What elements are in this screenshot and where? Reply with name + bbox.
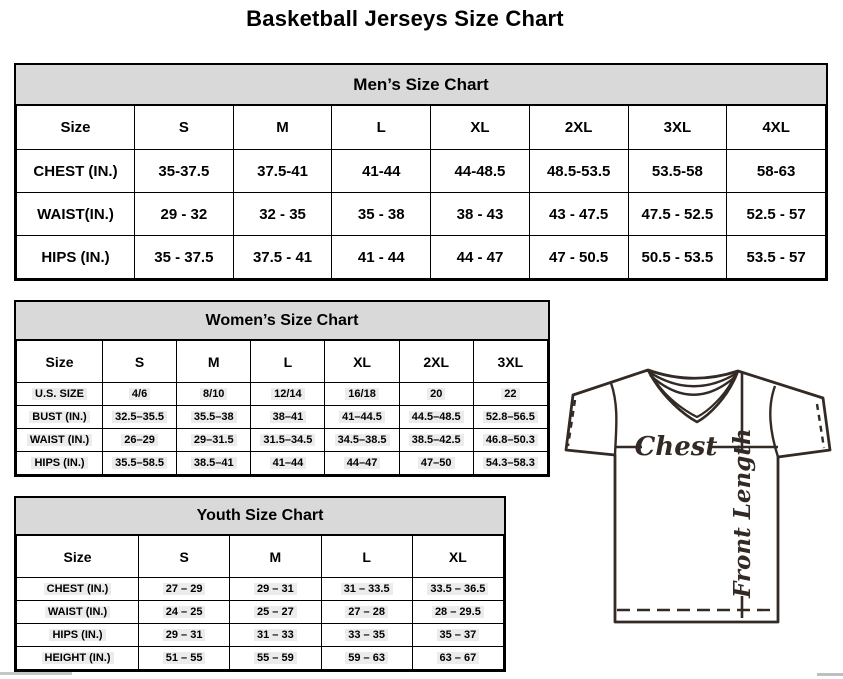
size-value-cell: 43 - 47.5 (529, 193, 628, 236)
mens-row (17, 236, 826, 279)
womens-row (17, 406, 548, 429)
left-armhole-seam (611, 383, 616, 455)
row-label (17, 647, 139, 670)
chest-label: Chest (634, 432, 718, 462)
size-value-cell: 53.5-58 (628, 150, 727, 193)
youth-row (17, 624, 504, 647)
size-value-cell-text: 31 – 33.5 (341, 583, 393, 595)
size-value-cell (399, 383, 473, 406)
size-value-cell (103, 429, 177, 452)
size-value-cell-text: 63 – 67 (437, 652, 480, 664)
size-value-cell-text: 20 (427, 388, 445, 400)
size-value-cell (230, 601, 321, 624)
youth-size-header-row (17, 536, 504, 578)
column-header: 4XL (727, 106, 826, 150)
size-value-cell-text: 41–44.5 (339, 411, 385, 423)
size-value-cell (177, 383, 251, 406)
row-label-text: HIPS (IN.) (49, 629, 105, 641)
mens-row (17, 193, 826, 236)
size-header-label: Size (17, 341, 103, 383)
size-value-cell-text: 47–50 (418, 457, 455, 469)
row-label-text: BUST (IN.) (29, 411, 89, 423)
youth-row (17, 647, 504, 670)
size-value-cell (139, 624, 230, 647)
size-value-cell-text: 38–41 (270, 411, 307, 423)
size-value-cell (230, 578, 321, 601)
size-value-cell (103, 406, 177, 429)
column-header: XL (412, 536, 503, 578)
row-label-text: CHEST (IN.) (44, 583, 112, 595)
size-value-cell-text: 31.5–34.5 (260, 434, 315, 446)
size-value-cell (177, 406, 251, 429)
size-value-cell-text: 31 – 33 (254, 629, 297, 641)
womens-row (17, 452, 548, 475)
size-value-cell (412, 578, 503, 601)
mens-size-table (14, 63, 828, 281)
youth-row (17, 601, 504, 624)
column-header: 2XL (399, 341, 473, 383)
size-value-cell-text: 35.5–58.5 (112, 457, 167, 469)
row-label (17, 578, 139, 601)
size-value-cell (399, 406, 473, 429)
size-value-cell: 50.5 - 53.5 (628, 236, 727, 279)
size-value-cell-text: 22 (501, 388, 519, 400)
size-value-cell (139, 601, 230, 624)
column-header: 3XL (473, 341, 547, 383)
mens-grid (16, 105, 826, 279)
womens-table-title: Women’s Size Chart (16, 302, 548, 340)
size-value-cell: 53.5 - 57 (727, 236, 826, 279)
size-value-cell (139, 647, 230, 670)
size-value-cell (230, 624, 321, 647)
row-label: HIPS (IN.) (17, 236, 135, 279)
size-value-cell (103, 383, 177, 406)
size-value-cell: 37.5-41 (233, 150, 332, 193)
column-header: XL (431, 106, 530, 150)
size-value-cell-text: 16/18 (345, 388, 379, 400)
size-value-cell (103, 452, 177, 475)
size-value-cell (412, 624, 503, 647)
column-header: L (321, 536, 412, 578)
mens-row (17, 150, 826, 193)
size-value-cell-text: 54.3–58.3 (483, 457, 538, 469)
column-header: 3XL (628, 106, 727, 150)
womens-size-table (14, 300, 550, 477)
row-label: WAIST(IN.) (17, 193, 135, 236)
row-label-text: WAIST (IN.) (27, 434, 92, 446)
size-value-cell (139, 578, 230, 601)
size-value-cell: 35-37.5 (135, 150, 234, 193)
size-value-cell-text: 29–31.5 (191, 434, 237, 446)
row-label-text: HIPS (IN.) (31, 457, 87, 469)
size-value-cell-text: 33 – 35 (345, 629, 388, 641)
size-header-label: Size (17, 106, 135, 150)
right-cuff-dashed-line (817, 404, 824, 448)
size-value-cell (251, 406, 325, 429)
size-value-cell (473, 452, 547, 475)
size-value-cell-text: 34.5–38.5 (335, 434, 390, 446)
size-value-cell (473, 383, 547, 406)
size-value-cell (321, 647, 412, 670)
size-value-cell-text: 51 – 55 (163, 652, 206, 664)
column-header: S (135, 106, 234, 150)
size-value-cell: 29 - 32 (135, 193, 234, 236)
size-value-cell-text: 33.5 – 36.5 (427, 583, 488, 595)
column-header: XL (325, 341, 399, 383)
size-value-cell-text: 27 – 29 (163, 583, 206, 595)
row-label (17, 601, 139, 624)
size-value-cell: 58-63 (727, 150, 826, 193)
size-value-cell (325, 406, 399, 429)
size-value-cell: 35 - 38 (332, 193, 431, 236)
size-value-cell (325, 452, 399, 475)
size-value-cell: 41-44 (332, 150, 431, 193)
column-header: M (177, 341, 251, 383)
horizontal-scrollbar-fragment-left[interactable] (0, 672, 72, 675)
size-value-cell (230, 647, 321, 670)
column-header: 2XL (529, 106, 628, 150)
size-value-cell-text: 35.5–38 (191, 411, 237, 423)
jersey-outline (566, 370, 830, 622)
size-value-cell-text: 27 – 28 (345, 606, 388, 618)
size-value-cell-text: 59 – 63 (345, 652, 388, 664)
size-value-cell: 52.5 - 57 (727, 193, 826, 236)
size-value-cell (412, 601, 503, 624)
size-value-cell-text: 24 – 25 (163, 606, 206, 618)
womens-grid (16, 340, 548, 475)
row-label (17, 406, 103, 429)
row-label (17, 624, 139, 647)
size-value-cell (177, 429, 251, 452)
size-value-cell (251, 452, 325, 475)
size-value-cell: 32 - 35 (233, 193, 332, 236)
size-value-cell-text: 38.5–41 (191, 457, 237, 469)
size-value-cell-text: 44.5–48.5 (409, 411, 464, 423)
jersey-diagram (558, 358, 840, 630)
size-value-cell-text: 28 – 29.5 (432, 606, 484, 618)
column-header: S (103, 341, 177, 383)
size-value-cell-text: 52.8–56.5 (483, 411, 538, 423)
column-header: M (230, 536, 321, 578)
size-value-cell (399, 452, 473, 475)
size-value-cell: 44 - 47 (431, 236, 530, 279)
size-value-cell: 35 - 37.5 (135, 236, 234, 279)
row-label: CHEST (IN.) (17, 150, 135, 193)
size-value-cell: 38 - 43 (431, 193, 530, 236)
horizontal-scrollbar-fragment-right[interactable] (817, 673, 843, 676)
size-value-cell-text: 46.8–50.3 (483, 434, 538, 446)
size-value-cell: 41 - 44 (332, 236, 431, 279)
size-value-cell-text: 44–47 (344, 457, 381, 469)
size-value-cell (325, 429, 399, 452)
size-value-cell (321, 601, 412, 624)
row-label-text: WAIST (IN.) (45, 606, 110, 618)
size-value-cell (251, 429, 325, 452)
youth-row (17, 578, 504, 601)
size-value-cell-text: 29 – 31 (163, 629, 206, 641)
size-value-cell-text: 35 – 37 (437, 629, 480, 641)
size-value-cell-text: 29 – 31 (254, 583, 297, 595)
size-value-cell (321, 578, 412, 601)
size-value-cell-text: 12/14 (271, 388, 305, 400)
youth-table-title: Youth Size Chart (16, 498, 504, 535)
size-value-cell: 47 - 50.5 (529, 236, 628, 279)
size-value-cell (251, 383, 325, 406)
front-length-label: Front Length (729, 428, 756, 598)
row-label-text: HEIGHT (IN.) (42, 652, 114, 664)
page-title: Basketball Jerseys Size Chart (246, 6, 564, 31)
size-value-cell-text: 26–29 (121, 434, 158, 446)
mens-table-title: Men’s Size Chart (16, 65, 826, 105)
size-value-cell (412, 647, 503, 670)
size-value-cell-text: 55 – 59 (254, 652, 297, 664)
size-value-cell: 44-48.5 (431, 150, 530, 193)
size-value-cell: 37.5 - 41 (233, 236, 332, 279)
size-header-label: Size (17, 536, 139, 578)
size-value-cell: 47.5 - 52.5 (628, 193, 727, 236)
column-header: L (332, 106, 431, 150)
column-header: M (233, 106, 332, 150)
row-label (17, 452, 103, 475)
youth-grid (16, 535, 504, 670)
size-value-cell-text: 38.5–42.5 (409, 434, 464, 446)
size-value-cell-text: 32.5–35.5 (112, 411, 167, 423)
row-label (17, 429, 103, 452)
column-header: L (251, 341, 325, 383)
size-value-cell (325, 383, 399, 406)
size-value-cell-text: 25 – 27 (254, 606, 297, 618)
size-value-cell (177, 452, 251, 475)
row-label-text: U.S. SIZE (32, 388, 87, 400)
womens-row (17, 429, 548, 452)
mens-size-header-row (17, 106, 826, 150)
youth-size-table (14, 496, 506, 672)
size-value-cell (321, 624, 412, 647)
size-value-cell (473, 406, 547, 429)
size-value-cell-text: 8/10 (200, 388, 227, 400)
row-label (17, 383, 103, 406)
size-value-cell-text: 4/6 (129, 388, 150, 400)
womens-size-header-row (17, 341, 548, 383)
size-value-cell-text: 41–44 (270, 457, 307, 469)
womens-row (17, 383, 548, 406)
size-value-cell (473, 429, 547, 452)
size-value-cell (399, 429, 473, 452)
column-header: S (139, 536, 230, 578)
size-value-cell: 48.5-53.5 (529, 150, 628, 193)
